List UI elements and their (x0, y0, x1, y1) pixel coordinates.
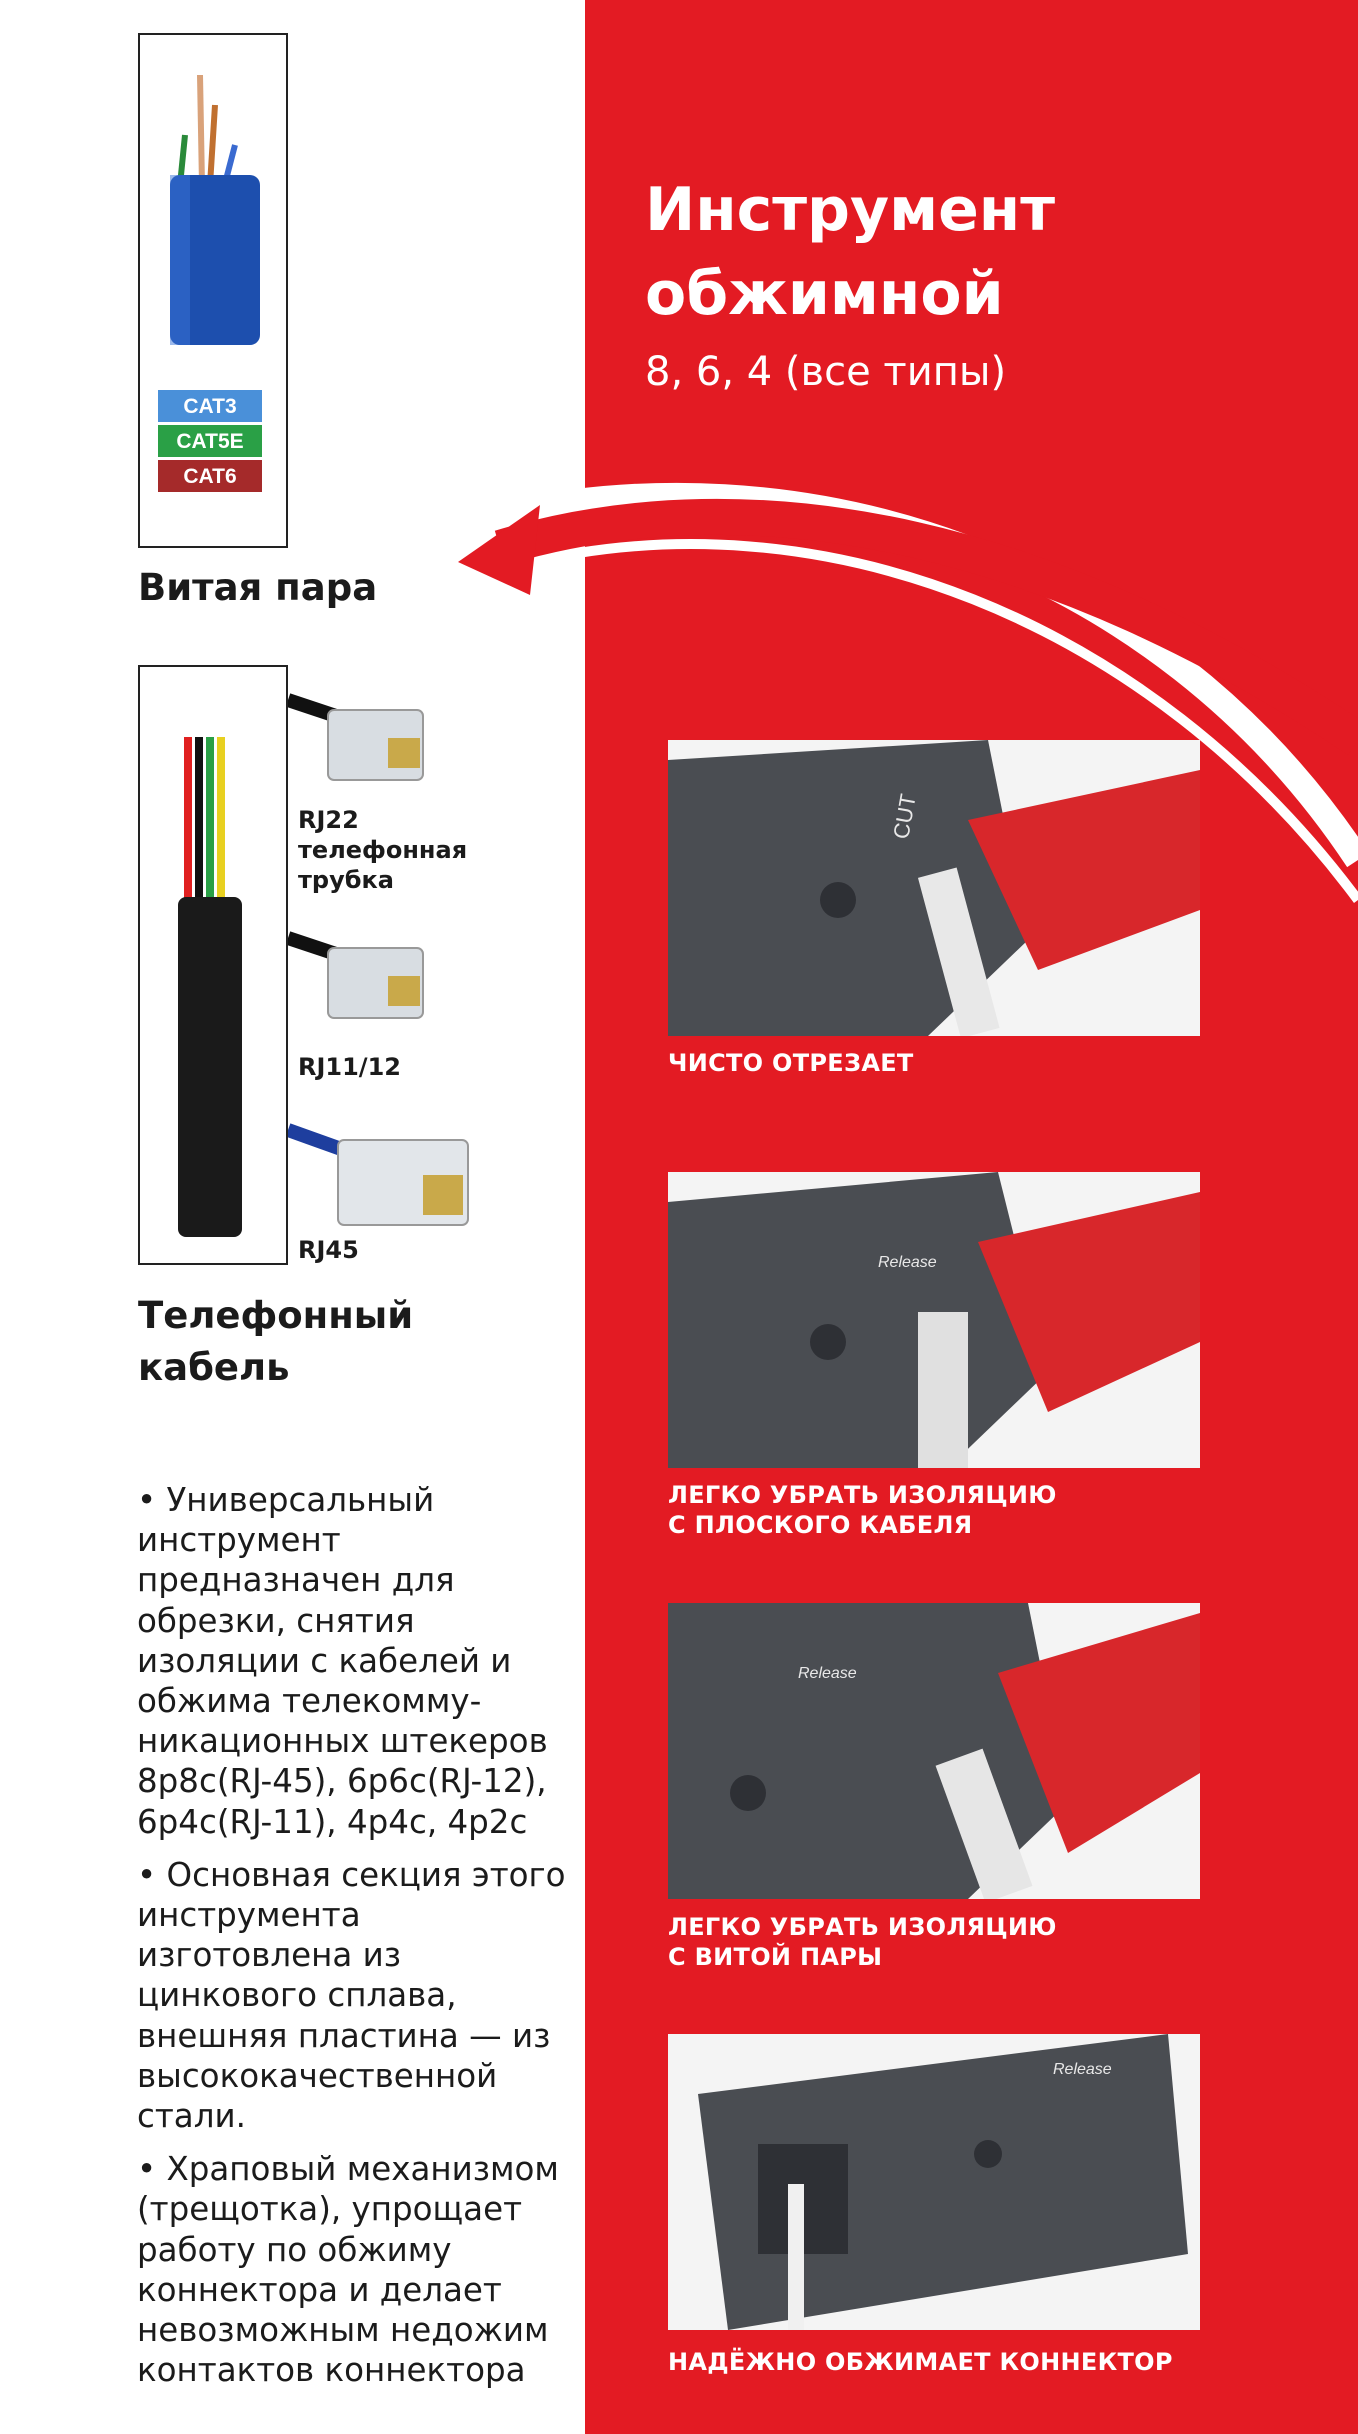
title-block (645, 168, 1055, 398)
phone-cable-icon (140, 667, 286, 1263)
feature-caption-strip-twisted-line2: С ВИТОЙ ПАРЫ (668, 1943, 883, 1971)
feature-caption-strip-flat-line2: С ПЛОСКОГО КАБЕЛЯ (668, 1511, 973, 1539)
rj22-label (298, 805, 467, 895)
phone-cable-label-line2: кабель (138, 1346, 290, 1389)
rj22-name: RJ22 (298, 806, 359, 834)
phone-cable-label-line1: Телефонный (138, 1294, 414, 1337)
rj45-name: RJ45 (298, 1236, 359, 1264)
rj22-plug-icon (288, 680, 448, 810)
rj45-label (298, 1235, 359, 1265)
cat5e-text: CAT5E (176, 430, 244, 453)
feature-caption-strip-twisted (668, 1912, 1057, 1972)
feature-photo-strip-twisted (668, 1603, 1200, 1899)
twisted-pair-label: Витая пара (138, 566, 378, 609)
rj11-label (298, 1052, 401, 1082)
rj45-plug-icon (288, 1100, 488, 1240)
description-paragraph-1: • Универсальный инструмент предназначен для обрезки, снятия изоляции с кабелей и обжима телекомму-никационных штекеров 8p8c(RJ-45), 6p6c(RJ-12), 6p4c(RJ-11), 4p4c, 4p2c (137, 1481, 548, 1841)
feature-caption-cut-line1: ЧИСТО ОТРЕЗАЕТ (668, 1049, 914, 1077)
cat3-text: CAT3 (183, 395, 237, 418)
description-text (137, 1480, 577, 2403)
feature-caption-strip-flat (668, 1480, 1057, 1540)
feature-caption-crimp (668, 2347, 1173, 2377)
phone-cable-label (138, 1290, 413, 1394)
cat6-text: CAT6 (183, 465, 237, 488)
rj11-plug-icon (288, 918, 448, 1048)
rj22-desc-2: трубка (298, 866, 394, 894)
page-subtitle: 8, 6, 4 (все типы) (645, 349, 1007, 395)
feature-caption-strip-twisted-line1: ЛЕГКО УБРАТЬ ИЗОЛЯЦИЮ (668, 1913, 1057, 1941)
feature-photo-cut (668, 740, 1200, 1036)
feature-photo-strip-flat (668, 1172, 1200, 1468)
feature-photo-crimp (668, 2034, 1200, 2330)
page-title-line2: обжимной (645, 259, 1004, 329)
rj11-name: RJ11/12 (298, 1053, 401, 1081)
cut-mark-text: CUT (888, 791, 921, 841)
release-text-1: Release (878, 1254, 937, 1271)
release-text-3: Release (1053, 2061, 1112, 2078)
feature-caption-crimp-line1: НАДЁЖНО ОБЖИМАЕТ КОННЕКТОР (668, 2348, 1173, 2376)
feature-caption-strip-flat-line1: ЛЕГКО УБРАТЬ ИЗОЛЯЦИЮ (668, 1481, 1057, 1509)
description-paragraph-2: • Основная секция этого инструмента изготовлена из цинкового сплава, внешняя пластина — из высококачественной стали. (137, 1855, 566, 2136)
twisted-pair-image (138, 33, 288, 548)
description-paragraph-3: • Храповый механизмом (трещотка), упрощает работу по обжиму коннектора и делает невозможным недожим контактов коннектора (137, 2150, 559, 2390)
phone-cable-image (138, 665, 288, 1265)
page-title-line1: Инструмент (645, 175, 1056, 245)
arrow-head (458, 505, 540, 595)
rj22-desc-1: телефонная (298, 836, 468, 864)
twisted-pair-cable-icon (140, 35, 286, 546)
release-text-2: Release (798, 1665, 857, 1682)
feature-caption-cut (668, 1048, 914, 1078)
